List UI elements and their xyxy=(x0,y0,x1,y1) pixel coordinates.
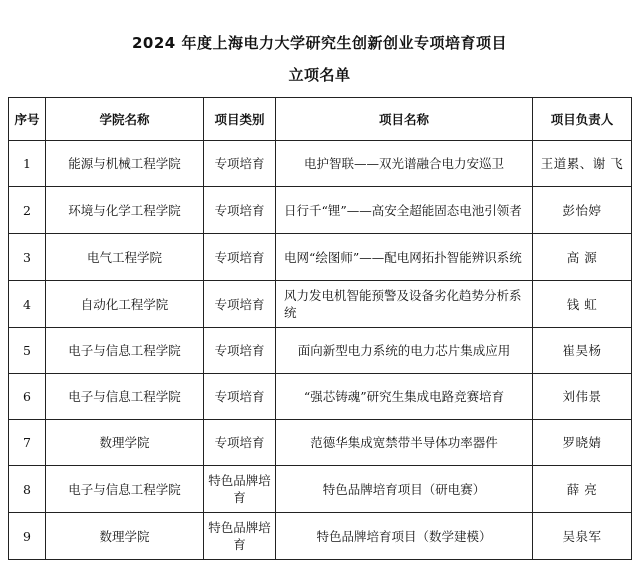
row-number: 8 xyxy=(9,466,46,513)
row-project: 电护智联——双光谱融合电力安巡卫 xyxy=(276,141,533,187)
row-number: 6 xyxy=(9,374,46,420)
row-leader: 罗晓婧 xyxy=(533,420,632,466)
table-row xyxy=(9,187,632,234)
table-header-row xyxy=(9,98,632,141)
row-category: 专项培育 xyxy=(204,420,276,466)
row-project: 范德华集成宽禁带半导体功率器件 xyxy=(276,420,533,466)
row-leader: 吴泉军 xyxy=(533,513,632,560)
row-leader: 钱 虹 xyxy=(533,281,632,328)
row-category: 特色品牌培育 xyxy=(204,513,276,560)
row-leader: 刘伟景 xyxy=(533,374,632,420)
row-project: “强芯铸魂”研究生集成电路竞赛培育 xyxy=(276,374,533,420)
row-project: 电网“绘图师”——配电网拓扑智能辨识系统 xyxy=(276,234,533,281)
row-college: 数理学院 xyxy=(46,513,204,560)
row-college: 电子与信息工程学院 xyxy=(46,466,204,513)
row-category: 专项培育 xyxy=(204,281,276,328)
row-project: 特色品牌培育项目（研电赛） xyxy=(276,466,533,513)
table-row xyxy=(9,513,632,560)
row-leader: 彭怡婷 xyxy=(533,187,632,234)
header-category: 项目类别 xyxy=(204,98,276,141)
header-number: 序号 xyxy=(9,98,46,141)
row-leader: 高 源 xyxy=(533,234,632,281)
table-row xyxy=(9,374,632,420)
row-college: 电子与信息工程学院 xyxy=(46,374,204,420)
project-table xyxy=(8,97,632,560)
row-number: 9 xyxy=(9,513,46,560)
header-leader: 项目负责人 xyxy=(533,98,632,141)
row-college: 电子与信息工程学院 xyxy=(46,328,204,374)
header-college: 学院名称 xyxy=(46,98,204,141)
table-row xyxy=(9,234,632,281)
row-college: 电气工程学院 xyxy=(46,234,204,281)
row-number: 3 xyxy=(9,234,46,281)
row-college: 环境与化学工程学院 xyxy=(46,187,204,234)
row-category: 专项培育 xyxy=(204,234,276,281)
row-category: 特色品牌培育 xyxy=(204,466,276,513)
row-project: 面向新型电力系统的电力芯片集成应用 xyxy=(276,328,533,374)
row-college: 能源与机械工程学院 xyxy=(46,141,204,187)
row-project: 特色品牌培育项目（数学建模） xyxy=(276,513,533,560)
row-category: 专项培育 xyxy=(204,187,276,234)
table-row xyxy=(9,420,632,466)
table-row xyxy=(9,141,632,187)
header-project: 项目名称 xyxy=(276,98,533,141)
row-category: 专项培育 xyxy=(204,374,276,420)
document-subtitle: 立项名单 xyxy=(288,66,351,84)
row-number: 4 xyxy=(9,281,46,328)
row-college: 数理学院 xyxy=(46,420,204,466)
table-row xyxy=(9,281,632,328)
row-college: 自动化工程学院 xyxy=(46,281,204,328)
document-title: 2024 年度上海电力大学研究生创新创业专项培育项目 xyxy=(132,34,507,52)
row-number: 1 xyxy=(9,141,46,187)
row-leader: 崔昊杨 xyxy=(533,328,632,374)
row-project: 风力发电机智能预警及设备劣化趋势分析系统 xyxy=(276,281,533,328)
row-project: 日行千“锂”——高安全超能固态电池引领者 xyxy=(276,187,533,234)
table-row xyxy=(9,466,632,513)
row-number: 7 xyxy=(9,420,46,466)
row-category: 专项培育 xyxy=(204,141,276,187)
row-number: 5 xyxy=(9,328,46,374)
row-leader: 薛 亮 xyxy=(533,466,632,513)
table-row xyxy=(9,328,632,374)
row-number: 2 xyxy=(9,187,46,234)
row-category: 专项培育 xyxy=(204,328,276,374)
row-leader: 王道累、谢 飞 xyxy=(533,141,632,187)
